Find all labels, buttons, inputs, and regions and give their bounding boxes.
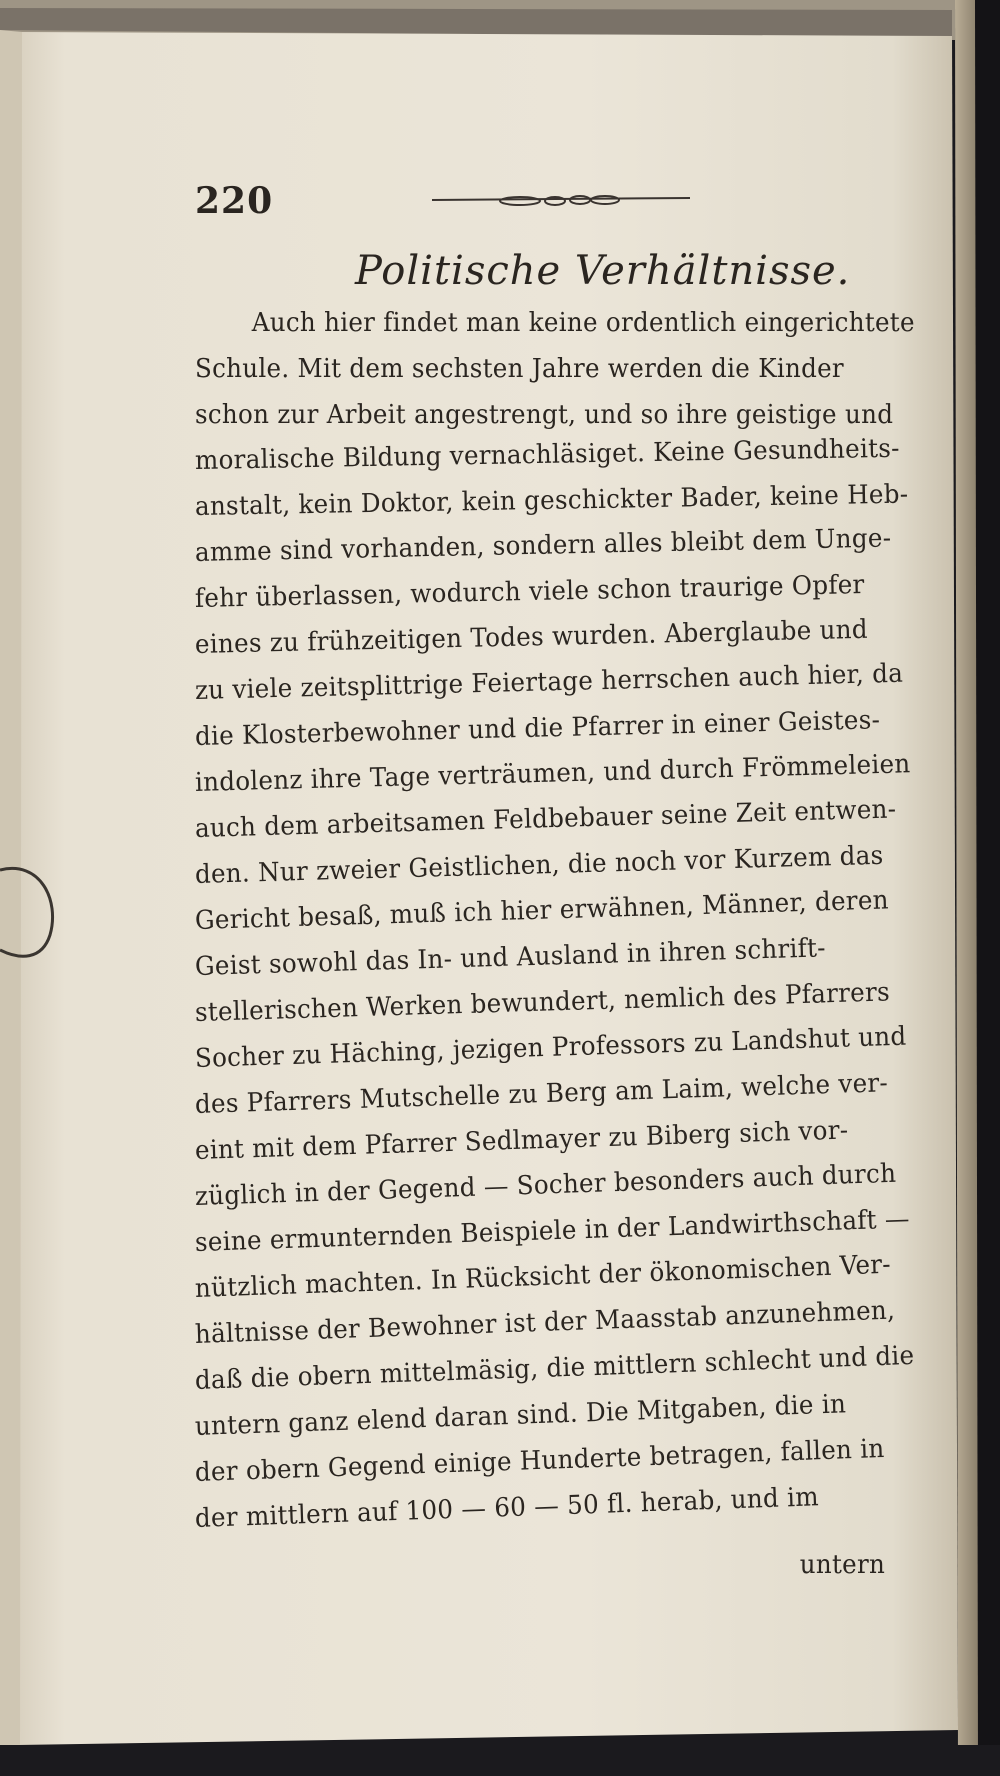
text-line: Geist sowohl das In- und Ausland in ihren schrift- <box>194 933 827 982</box>
text-line: Schule. Mit dem sechsten Jahre werden die Kinder <box>195 354 844 384</box>
text-line: schon zur Arbeit angestrengt, und so ihre geistige und <box>195 400 894 430</box>
text-line: den. Nur zweier Geistlichen, die noch vor Kurzem das <box>194 840 884 890</box>
text-line: stellerischen Werken bewundert, nemlich des Pfarrers <box>194 977 891 1028</box>
body-text <box>195 300 957 1588</box>
text-line: untern ganz elend daran sind. Die Mitgaben, die in <box>194 1389 847 1442</box>
page-number: 220 <box>195 180 274 222</box>
text-line: des Pfarrers Mutschelle zu Berg am Laim, welche ver- <box>194 1068 889 1120</box>
text-line: züglich in der Gegend — Socher besonders auch durch <box>194 1158 897 1212</box>
text-line: auch dem arbeitsamen Feldbebauer seine Zeit entwen- <box>194 794 897 844</box>
text-line: Auch hier findet man keine ordentlich eingerichtete <box>251 308 915 338</box>
text-line: eint mit dem Pfarrer Sedlmayer zu Biberg sich vor- <box>194 1115 849 1166</box>
text-line: daß die obern mittelmäsig, die mittlern schlecht und die <box>194 1340 915 1396</box>
text-line: fehr überlassen, wodurch viele schon traurige Opfer <box>194 569 865 614</box>
text-line: anstalt, kein Doktor, kein geschickter Bader, keine Heb- <box>194 479 909 522</box>
text-line: der obern Gegend einige Hunderte betragen, fallen in <box>194 1433 885 1488</box>
text-line: moralische Bildung vernachläsiget. Keine Gesundheits- <box>194 433 901 476</box>
text-line: der mittlern auf 100 — 60 — 50 fl. herab, und im <box>194 1482 820 1534</box>
text-line: eines zu frühzeitigen Todes wurden. Aberglaube und <box>194 614 869 660</box>
text-line: die Klosterbewohner und die Pfarrer in einer Geistes- <box>194 705 881 752</box>
text-line: nützlich machten. In Rücksicht der ökonomischen Ver- <box>194 1249 892 1304</box>
text-line: Socher zu Häching, jezigen Professors zu Landshut und <box>194 1021 907 1074</box>
text-line: seine ermunternden Beispiele in der Landwirthschaft — <box>194 1204 911 1258</box>
section-heading: Politische Verhältnisse. <box>355 248 851 294</box>
text-line: amme sind vorhanden, sondern alles bleibt dem Unge- <box>194 523 892 568</box>
text-line: zu viele zeitsplittrige Feiertage herrschen auch hier, da <box>194 658 904 706</box>
text-line: indolenz ihre Tage verträumen, und durch Frömmeleien <box>194 749 911 798</box>
text-line: untern <box>799 1550 886 1580</box>
text-line: Gericht besaß, muß ich hier erwähnen, Männer, deren <box>194 885 890 936</box>
text-line: hältnisse der Bewohner ist der Maasstab anzunehmen, <box>194 1295 896 1350</box>
